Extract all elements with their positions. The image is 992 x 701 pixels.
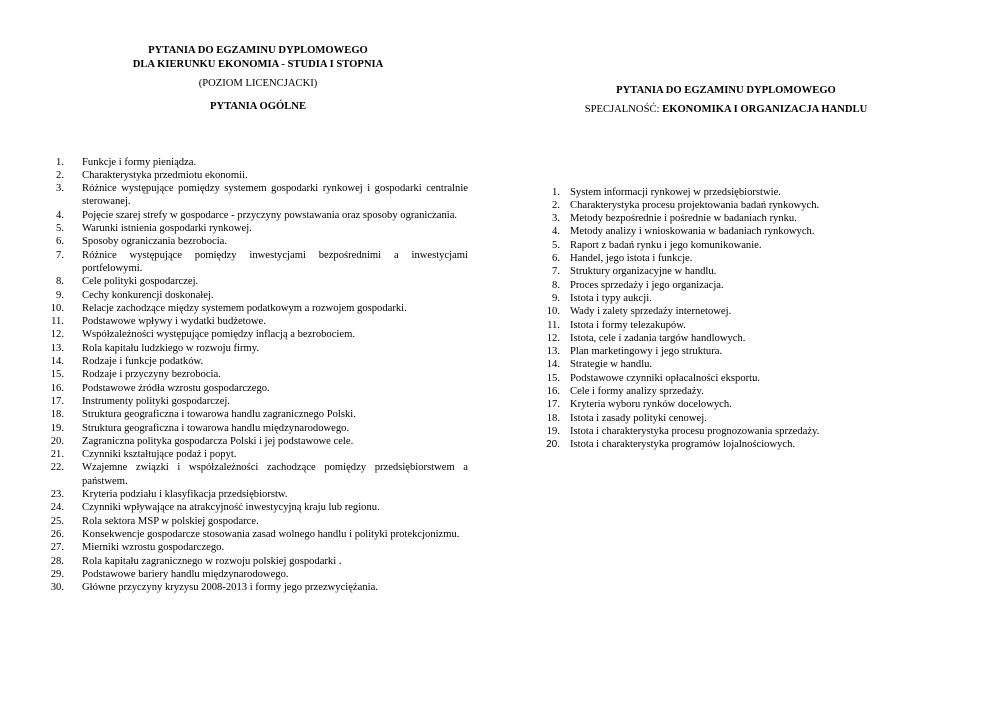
general-questions-list bbox=[48, 156, 468, 595]
question-item bbox=[48, 209, 468, 222]
level-label: (POZIOM LICENCJACKI) bbox=[198, 78, 318, 89]
question-text: Istota i charakterystyka procesu prognozowania sprzedaży. bbox=[570, 425, 820, 437]
question-number: 10. bbox=[546, 306, 560, 318]
question-text: Rodzaje i funkcje podatków. bbox=[82, 356, 204, 368]
question-number: 14. bbox=[50, 356, 64, 368]
question-number: 6. bbox=[56, 236, 64, 248]
question-item bbox=[546, 332, 906, 345]
question-text: Funkcje i formy pieniądza. bbox=[82, 156, 197, 168]
question-number: 9. bbox=[552, 292, 560, 304]
question-text: Handel, jego istota i funkcje. bbox=[570, 253, 693, 265]
question-number: 15. bbox=[50, 369, 64, 381]
question-text: Struktura geograficzna i towarowa handlu międzynarodowego. bbox=[82, 422, 350, 434]
question-number: 2. bbox=[552, 199, 560, 211]
question-number: 9. bbox=[56, 289, 64, 301]
specialization-questions-list bbox=[546, 186, 906, 452]
question-number: 29. bbox=[50, 568, 64, 580]
question-item bbox=[546, 412, 906, 425]
question-item bbox=[546, 319, 906, 332]
question-text: Struktury organizacyjne w handlu. bbox=[570, 266, 717, 278]
question-item bbox=[48, 328, 468, 341]
question-text: Raport z badań rynku i jego komunikowanie. bbox=[570, 239, 762, 251]
question-number: 16. bbox=[546, 386, 560, 398]
question-item bbox=[48, 235, 468, 248]
question-item bbox=[546, 252, 906, 265]
right-title: PYTANIA DO EGZAMINU DYPLOMOWEGO bbox=[616, 85, 836, 96]
question-item bbox=[48, 528, 468, 541]
question-item bbox=[546, 225, 906, 238]
question-text: Wzajemne związki i współzależności zachodzące pomiędzy przedsiębiorstwem a państwem. bbox=[82, 462, 468, 487]
question-number: 28. bbox=[50, 555, 64, 567]
question-item bbox=[48, 555, 468, 568]
question-number: 11. bbox=[51, 316, 64, 328]
question-number: 21. bbox=[50, 449, 64, 461]
question-text: Mierniki wzrostu gospodarczego. bbox=[82, 542, 225, 554]
question-number: 3. bbox=[552, 213, 560, 225]
question-text: Relacje zachodzące między systemem podatkowym a rozwojem gospodarki. bbox=[82, 302, 407, 314]
left-title bbox=[48, 44, 468, 71]
question-text: Wady i zalety sprzedaży internetowej. bbox=[570, 306, 732, 318]
question-item bbox=[48, 355, 468, 368]
question-text: Współzależności występujące pomiędzy inflacją a bezrobociem. bbox=[82, 329, 355, 341]
question-item bbox=[546, 372, 906, 385]
question-item bbox=[48, 568, 468, 581]
question-item bbox=[48, 395, 468, 408]
question-text: Główne przyczyny kryzysu 2008-2013 i formy jego przezwyciężania. bbox=[82, 582, 378, 594]
question-number: 2. bbox=[56, 169, 64, 181]
question-number: 15. bbox=[546, 372, 560, 384]
question-number: 8. bbox=[56, 276, 64, 288]
question-text: Podstawowe czynniki opłacalności eksportu. bbox=[570, 372, 761, 384]
question-item bbox=[546, 438, 906, 451]
question-item bbox=[48, 488, 468, 501]
question-item bbox=[546, 358, 906, 371]
question-number: 6. bbox=[552, 253, 560, 265]
question-item bbox=[48, 581, 468, 594]
question-text: Podstawowe bariery handlu międzynarodowego. bbox=[82, 568, 289, 580]
question-number: 13. bbox=[546, 346, 560, 358]
question-number: 20. bbox=[50, 435, 64, 447]
question-number: 16. bbox=[50, 382, 64, 394]
question-item bbox=[48, 156, 468, 169]
question-number: 18. bbox=[50, 409, 64, 421]
question-item bbox=[546, 385, 906, 398]
question-number: 26. bbox=[50, 528, 64, 540]
question-text: Charakterystyka przedmiotu ekonomii. bbox=[82, 169, 248, 181]
question-item bbox=[48, 169, 468, 182]
question-number: 8. bbox=[552, 279, 560, 291]
question-text: Czynniki kształtujące podaż i popyt. bbox=[82, 449, 237, 461]
question-text: Czynniki wpływające na atrakcyjność inwestycyjną kraju lub regionu. bbox=[82, 502, 380, 514]
question-number: 27. bbox=[50, 542, 64, 554]
question-item bbox=[48, 501, 468, 514]
question-text: Konsekwencje gospodarcze stosowania zasad wolnego handlu i polityki protekcjonizmu. bbox=[82, 528, 460, 540]
question-number: 14. bbox=[546, 359, 560, 371]
question-item bbox=[546, 425, 906, 438]
question-number: 19. bbox=[50, 422, 64, 434]
question-number: 4. bbox=[552, 226, 560, 238]
question-item bbox=[546, 186, 906, 199]
question-item bbox=[48, 302, 468, 315]
question-text: Metody analizy i wnioskowania w badaniach rynkowych. bbox=[570, 226, 815, 238]
question-text: Zagraniczna polityka gospodarcza Polski i jej podstawowe cele. bbox=[82, 435, 354, 447]
question-number: 17. bbox=[546, 399, 560, 411]
question-text: Różnice występujące pomiędzy inwestycjami bezpośrednimi a inwestycjami portfelowymi. bbox=[82, 249, 468, 274]
question-item bbox=[48, 289, 468, 302]
question-number: 3. bbox=[56, 183, 64, 195]
question-text: Charakterystyka procesu projektowania badań rynkowych. bbox=[570, 199, 820, 211]
question-text: Sposoby ograniczania bezrobocia. bbox=[82, 236, 228, 248]
question-item bbox=[546, 398, 906, 411]
question-text: Instrumenty polityki gospodarczej. bbox=[82, 395, 230, 407]
question-number: 1. bbox=[552, 186, 560, 198]
question-text: Istota i typy aukcji. bbox=[570, 292, 652, 304]
question-number: 25. bbox=[50, 515, 64, 527]
question-text: Istota i zasady polityki cenowej. bbox=[570, 412, 707, 424]
section-heading: PYTANIA OGÓLNE bbox=[209, 101, 307, 113]
question-text: Strategie w handlu. bbox=[570, 359, 653, 371]
question-text: Kryteria podziału i klasyfikacja przedsiębiorstw. bbox=[82, 489, 288, 501]
question-number: 30. bbox=[50, 582, 64, 594]
left-title-line2: DLA KIERUNKU EKONOMIA - STUDIA I STOPNIA bbox=[132, 58, 384, 70]
question-text: Istota, cele i zadania targów handlowych. bbox=[570, 332, 746, 344]
general-questions-column bbox=[48, 44, 468, 594]
question-item bbox=[48, 182, 468, 209]
question-item bbox=[48, 422, 468, 435]
question-text: System informacji rynkowej w przedsiębiorstwie. bbox=[570, 186, 781, 198]
question-item bbox=[546, 212, 906, 225]
left-title-line1: PYTANIA DO EGZAMINU DYPLOMOWEGO bbox=[148, 45, 368, 56]
question-item bbox=[48, 541, 468, 554]
question-item bbox=[546, 305, 906, 318]
question-item bbox=[546, 292, 906, 305]
question-item bbox=[48, 408, 468, 421]
question-item bbox=[48, 342, 468, 355]
question-text: Podstawowe wpływy i wydatki budżetowe. bbox=[82, 316, 266, 328]
question-item bbox=[48, 448, 468, 461]
question-number: 7. bbox=[552, 266, 560, 278]
question-text: Struktura geograficzna i towarowa handlu zagranicznego Polski. bbox=[82, 409, 356, 421]
question-number: 18. bbox=[546, 412, 560, 424]
question-number: 11. bbox=[547, 319, 560, 331]
question-number: 1. bbox=[56, 156, 64, 168]
question-item bbox=[48, 275, 468, 288]
question-item bbox=[48, 315, 468, 328]
specialization-questions-column bbox=[546, 84, 906, 452]
question-number: 7. bbox=[56, 249, 64, 261]
question-item bbox=[48, 461, 468, 488]
question-text: Cechy konkurencji doskonałej. bbox=[82, 289, 214, 301]
question-text: Różnice występujące pomiędzy systemem gospodarki rynkowej i gospodarki centralnie sterowanej. bbox=[82, 183, 468, 208]
question-text: Metody bezpośrednie i pośrednie w badaniach rynku. bbox=[570, 213, 797, 225]
question-text: Cele polityki gospodarczej. bbox=[82, 276, 199, 288]
question-text: Pojęcie szarej strefy w gospodarce - przyczyny powstawania oraz sposoby ograniczania. bbox=[82, 209, 458, 221]
question-text: Istota i charakterystyka programów lojalnościowych. bbox=[570, 439, 796, 451]
question-text: Istota i formy telezakupów. bbox=[570, 319, 686, 331]
question-number: 12. bbox=[50, 329, 64, 341]
question-text: Cele i formy analizy sprzedaży. bbox=[570, 386, 704, 398]
question-item bbox=[48, 249, 468, 276]
specialization-name: EKONOMIKA I ORGANIZACJA HANDLU bbox=[662, 104, 868, 116]
question-text: Rola kapitału zagranicznego w rozwoju polskiej gospodarki . bbox=[82, 555, 342, 567]
specialization-label: SPECJALNOŚĆ: bbox=[584, 104, 663, 116]
question-item bbox=[546, 199, 906, 212]
question-item bbox=[546, 279, 906, 292]
question-number: 24. bbox=[50, 502, 64, 514]
question-number: 10. bbox=[50, 302, 64, 314]
question-number: 23. bbox=[50, 489, 64, 501]
question-text: Podstawowe źródła wzrostu gospodarczego. bbox=[82, 382, 270, 394]
question-text: Plan marketingowy i jego struktura. bbox=[570, 346, 723, 358]
question-number: 19. bbox=[546, 425, 560, 437]
question-number: 17. bbox=[50, 395, 64, 407]
question-item bbox=[48, 222, 468, 235]
question-text: Warunki istnienia gospodarki rynkowej. bbox=[82, 223, 252, 235]
question-item bbox=[48, 382, 468, 395]
question-text: Proces sprzedaży i jego organizacja. bbox=[570, 279, 724, 291]
specialization-line bbox=[546, 103, 906, 116]
question-number: 13. bbox=[50, 342, 64, 354]
question-text: Kryteria wyboru rynków docelowych. bbox=[570, 399, 732, 411]
question-number: 4. bbox=[56, 209, 64, 221]
question-item bbox=[48, 435, 468, 448]
question-item bbox=[48, 515, 468, 528]
question-item bbox=[48, 368, 468, 381]
question-text: Rodzaje i przyczyny bezrobocia. bbox=[82, 369, 221, 381]
question-number: 5. bbox=[56, 223, 64, 235]
question-text: Rola sektora MSP w polskiej gospodarce. bbox=[82, 515, 259, 527]
question-item bbox=[546, 345, 906, 358]
question-item bbox=[546, 265, 906, 278]
question-number: 20. bbox=[546, 439, 560, 451]
question-text: Rola kapitału ludzkiego w rozwoju firmy. bbox=[82, 342, 260, 354]
question-number: 22. bbox=[50, 462, 64, 474]
question-number: 5. bbox=[552, 239, 560, 251]
question-item bbox=[546, 239, 906, 252]
question-number: 12. bbox=[546, 332, 560, 344]
